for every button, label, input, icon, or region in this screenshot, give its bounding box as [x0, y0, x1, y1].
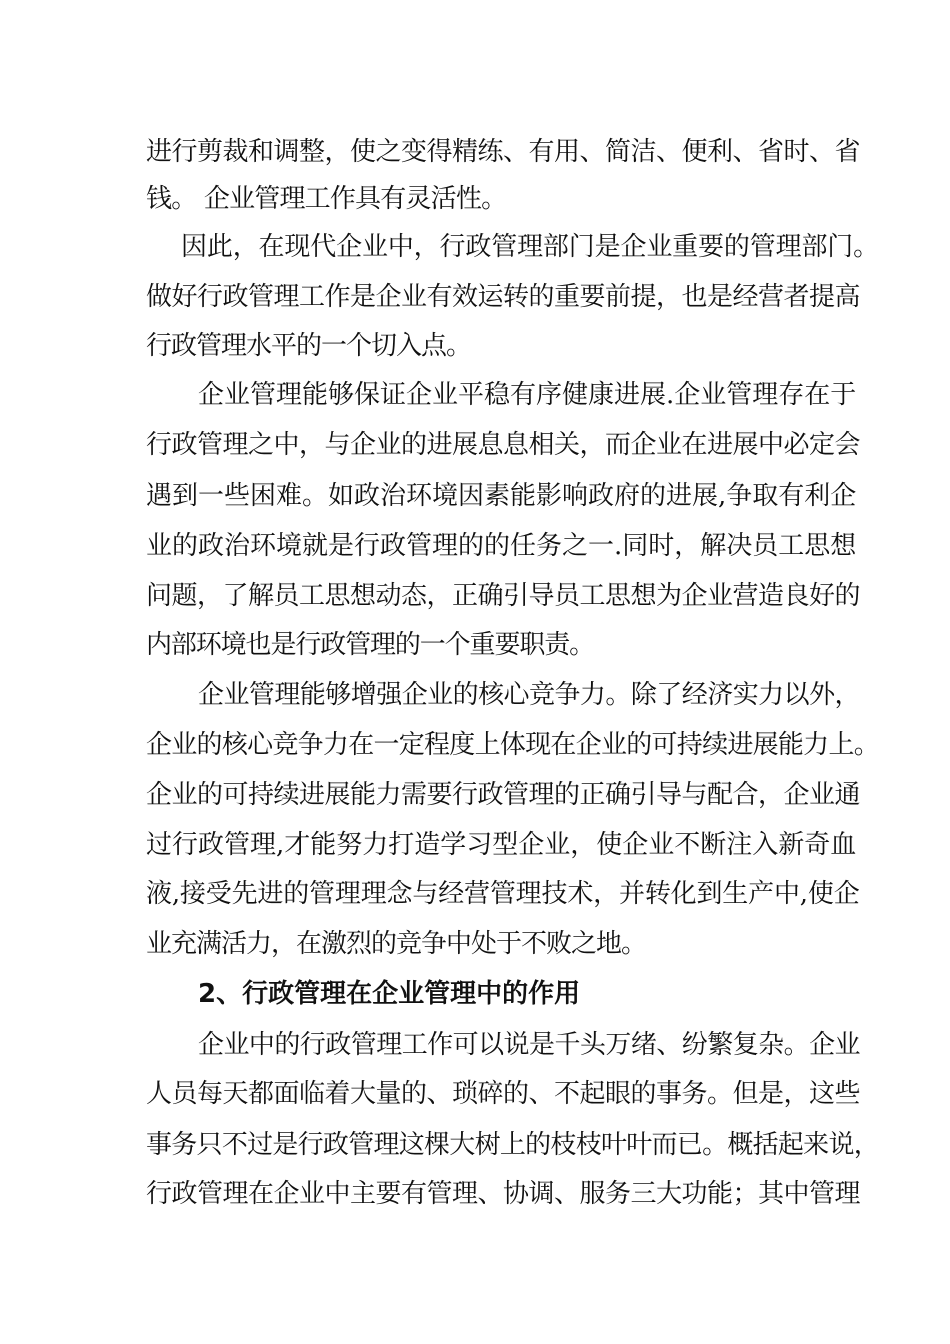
text-line: 企业中的行政管理工作可以说是千头万绪、纷繁复杂。企业 [198, 1030, 861, 1060]
text-line: 问题，了解员工思想动态，正确引导员工思想为企业营造良好的 [146, 581, 861, 611]
text-line: 液,接受先进的管理理念与经营管理技术，并转化到生产中,使企 [146, 879, 860, 909]
text-line: 企业管理能够保证企业平稳有序健康进展.企业管理存在于 [198, 380, 857, 410]
text-line: 做好行政管理工作是企业有效运转的重要前提，也是经营者提高 [146, 282, 861, 312]
text-line: 行政管理在企业中主要有管理、协调、服务三大功能；其中管理 [146, 1179, 861, 1209]
text-line: 内部环境也是行政管理的一个重要职责。 [146, 630, 595, 660]
text-line: 企业的核心竞争力在一定程度上体现在企业的可持续进展能力上。 [146, 730, 880, 760]
text-line: 业充满活力，在激烈的竞争中处于不败之地。 [146, 929, 647, 959]
section-heading: 2、行政管理在企业管理中的作用 [198, 979, 581, 1009]
text-line: 遇到一些困难。如政治环境因素能影响政府的进展,争取有利企 [146, 481, 857, 511]
text-line: 企业管理能够增强企业的核心竞争力。除了经济实力以外， [198, 680, 861, 710]
text-line: 过行政管理,才能努力打造学习型企业，使企业不断注入新奇血 [146, 830, 857, 860]
text-line: 进行剪裁和调整，使之变得精练、有用、简洁、便利、省时、省 [146, 137, 861, 167]
text-line: 企业的可持续进展能力需要行政管理的正确引导与配合，企业通 [146, 780, 861, 810]
text-line: 事务只不过是行政管理这棵大树上的枝枝叶叶而已。概括起来说， [146, 1130, 880, 1160]
text-line: 钱。 企业管理工作具有灵活性。 [146, 184, 507, 214]
text-line: 行政管理水平的一个切入点。 [146, 331, 472, 361]
text-line: 人员每天都面临着大量的、琐碎的、不起眼的事务。但是，这些 [146, 1079, 861, 1109]
text-line: 因此，在现代企业中，行政管理部门是企业重要的管理部门。 [181, 232, 880, 262]
text-line: 行政管理之中，与企业的进展息息相关，而企业在进展中必定会 [146, 430, 861, 460]
text-line: 业的政治环境就是行政管理的的任务之一.同时，解决员工思想 [146, 531, 857, 561]
